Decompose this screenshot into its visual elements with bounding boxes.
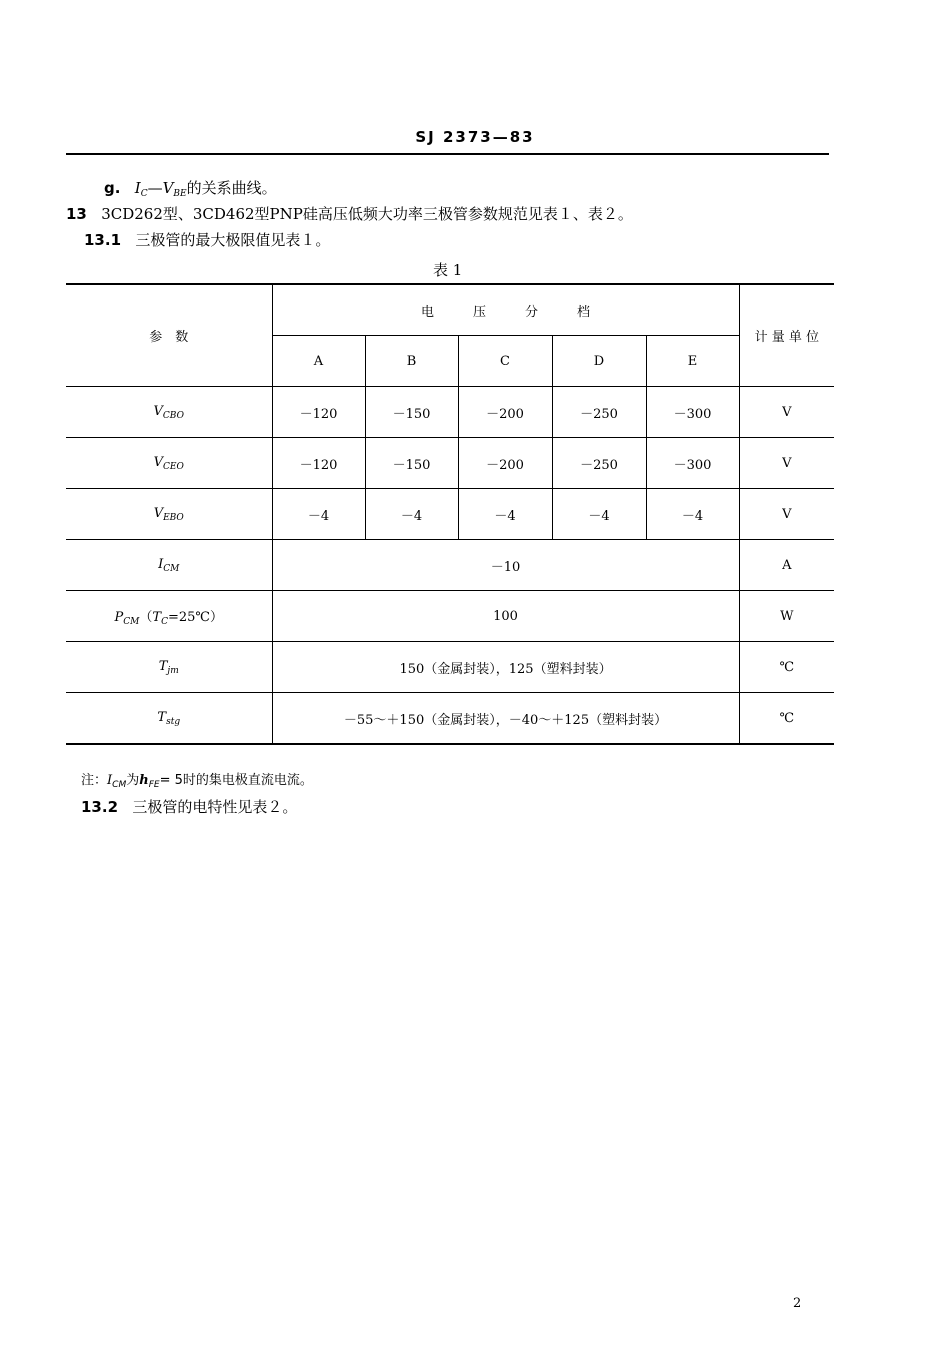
unit-header: 计 量 单 位 — [739, 284, 834, 387]
param-symbol: T — [157, 709, 167, 725]
section-13-2-text: 三极管的电特性见表２。 — [132, 798, 298, 816]
param-subscript: CM — [123, 616, 140, 627]
condition-subscript: C — [161, 616, 168, 627]
section-13-1 — [84, 229, 330, 250]
param-symbol: I — [158, 556, 164, 572]
table-row-icm — [66, 540, 834, 591]
ic-subscript: C — [140, 189, 148, 199]
section-13-2-number: 13.2 — [81, 798, 119, 816]
table-row-tstg — [66, 693, 834, 745]
grade-d: D — [552, 336, 646, 387]
value-cell: 150（金属封装），125（塑料封装） — [272, 642, 739, 693]
value-cell: －150 — [365, 438, 458, 489]
value-cell: －300 — [646, 387, 739, 438]
param-subscript: CM — [163, 563, 180, 574]
value-cell: －250 — [552, 438, 646, 489]
param-subscript: EBO — [163, 512, 184, 523]
document-header: SJ 2373—83 — [415, 128, 535, 146]
section-13-1-text: 三极管的最大极限值见表１。 — [135, 231, 331, 249]
table-row-vebo — [66, 489, 834, 540]
table-row-pcm — [66, 591, 834, 642]
ic-symbol: I — [134, 179, 141, 197]
param-cell — [66, 438, 272, 489]
param-cell — [66, 387, 272, 438]
param-symbol: T — [158, 658, 168, 674]
param-header: 参 数 — [66, 284, 272, 387]
note-symbol-subscript: CM — [112, 780, 127, 790]
table-row-vceo — [66, 438, 834, 489]
item-g — [104, 177, 277, 199]
param-cell — [66, 489, 272, 540]
value-cell: －200 — [458, 438, 552, 489]
limit-values-table — [66, 283, 834, 745]
item-g-label: g. — [104, 179, 121, 197]
section-13-text: 3CD262型、3CD462型PNP硅高压低频大功率三极管参数规范见表１、表２。 — [101, 205, 633, 223]
param-cell — [66, 591, 272, 642]
param-symbol: V — [153, 454, 164, 470]
table-note — [81, 769, 313, 790]
unit-cell: A — [739, 540, 834, 591]
param-cell — [66, 540, 272, 591]
condition-symbol: T — [152, 609, 162, 625]
param-subscript: CEO — [163, 461, 184, 472]
vbe-symbol: V — [162, 179, 174, 197]
grade-e: E — [646, 336, 739, 387]
value-cell: －300 — [646, 438, 739, 489]
param-cell — [66, 693, 272, 745]
value-cell: －10 — [272, 540, 739, 591]
value-cell: －4 — [646, 489, 739, 540]
value-cell: －120 — [272, 438, 365, 489]
value-cell: －4 — [552, 489, 646, 540]
param-symbol: P — [114, 609, 124, 625]
note-symbol: I — [107, 773, 113, 788]
param-subscript: CBO — [162, 410, 184, 421]
grade-a: A — [272, 336, 365, 387]
grade-c: C — [458, 336, 552, 387]
param-symbol: V — [153, 505, 164, 521]
condition-rest: =25℃） — [167, 609, 223, 625]
value-cell: 100 — [272, 591, 739, 642]
note-h-symbol: h — [139, 773, 149, 788]
unit-cell: W — [739, 591, 834, 642]
value-cell: －4 — [272, 489, 365, 540]
note-h-subscript: FE — [148, 780, 160, 790]
param-cell — [66, 642, 272, 693]
value-cell: －4 — [365, 489, 458, 540]
value-cell: －200 — [458, 387, 552, 438]
grade-group-header: 电 压 分 档 — [272, 284, 739, 336]
value-cell: －55～＋150（金属封装），－40～＋125（塑料封装） — [272, 693, 739, 745]
grade-b: B — [365, 336, 458, 387]
dash: — — [147, 179, 163, 197]
note-mid: 为 — [126, 773, 140, 788]
table-row-tjm — [66, 642, 834, 693]
section-13 — [66, 203, 633, 224]
section-13-1-number: 13.1 — [84, 231, 122, 249]
unit-cell: V — [739, 387, 834, 438]
value-cell: －250 — [552, 387, 646, 438]
table-caption: 表 1 — [433, 261, 463, 279]
param-subscript: jm — [167, 665, 179, 676]
note-prefix: 注： — [81, 773, 108, 788]
table-row-vcbo — [66, 387, 834, 438]
unit-cell: V — [739, 489, 834, 540]
unit-cell: V — [739, 438, 834, 489]
value-cell: －4 — [458, 489, 552, 540]
value-cell: －120 — [272, 387, 365, 438]
param-subscript: stg — [166, 716, 181, 727]
section-13-2 — [81, 796, 297, 817]
param-symbol: V — [153, 403, 163, 419]
vbe-subscript: BE — [173, 189, 187, 199]
page-number: 2 — [793, 1296, 802, 1311]
unit-cell: ℃ — [739, 693, 834, 745]
header-rule — [66, 153, 829, 155]
note-rest: = 5时的集电极直流电流。 — [159, 773, 313, 788]
section-13-number: 13 — [66, 205, 87, 223]
unit-cell: ℃ — [739, 642, 834, 693]
condition-open: （ — [139, 609, 153, 625]
item-g-text: 的关系曲线。 — [186, 179, 277, 197]
value-cell: －150 — [365, 387, 458, 438]
